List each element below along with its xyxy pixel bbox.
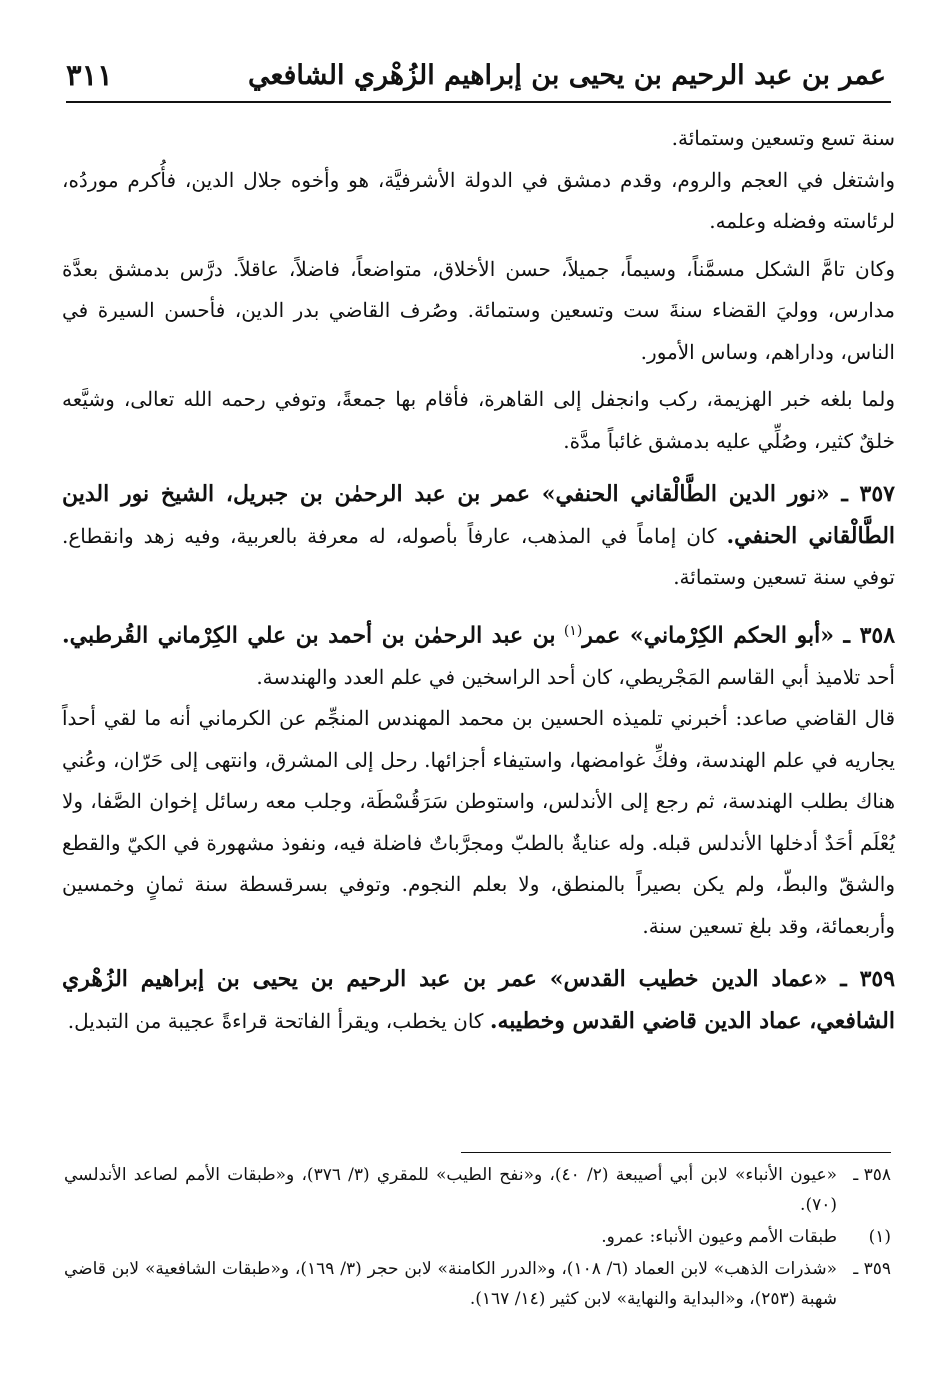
paragraph-continuation: سنة تسع وتسعين وستمائة. bbox=[671, 126, 895, 150]
entry-358-continuation: قال القاضي صاعد: أخبرني تلميذه الحسين بن محمد المهندس المنجِّم عن الكرماني أنه ما لقي أحداً يجاريه في علم الهندسة، وفكِّ غوامضها، واستيفاء أجزائها. رحل إلى المشرق، وانتهى إلى حَرّان، وعُني هناك بطلب الهندسة، ثم رجع إلى الأندلس، واستوطن سَرَقُسْطَة، وجلب معه رسائل إخوان الصَّفا، ولا يُعْلَم أحَدٌ أدخلها الأندلس قبله. وله عنايةٌ بالطبّ ومجرَّباتٌ فاضلة فيه، ونفوذ مشهورة في الكيّ والقطع والشقّ والبطّ، ولم يكن بصيراً بالمنطق، ولا بعلم النجوم. وتوفي بسرقسطة سنة ثمانٍ وخمسين وأربعمائة، وقد بلغ تسعين سنة. bbox=[62, 706, 896, 938]
entry-359-text: كان يخطب، ويقرأ الفاتحة قراءةً عجيبة من التبديل. bbox=[67, 1008, 484, 1033]
footnote-mark: ٣٥٨ ـ bbox=[853, 1165, 891, 1185]
footnotes bbox=[64, 1160, 891, 1314]
footnote-mark: (١) bbox=[868, 1227, 891, 1247]
page-number: ٣١١ bbox=[66, 58, 113, 92]
footnote-mark: ٣٥٩ ـ bbox=[853, 1259, 891, 1279]
footnote-text: «عيون الأنباء» لابن أبي أصيبعة (٢/ ٤٠)، و«نفح الطيب» للمقري (٣/ ٣٧٦)، و«طبقات الأمم لصاعد الأندلسي (٧٠). bbox=[64, 1165, 838, 1215]
entry-358-heading-b: بن عبد الرحمٰن بن أحمد بن علي الكِرْماني القُرطبي. bbox=[62, 622, 556, 649]
footnote-rule bbox=[461, 1152, 891, 1153]
footnote-ref-1: (١) bbox=[563, 622, 583, 639]
footnote-item bbox=[64, 1160, 891, 1220]
paragraph-description: وكان تامَّ الشكل مسمَّناً، وسيماً، جميلاً، حسن الأخلاق، متواضعاً، فاضلاً، عاقلاً. درَّس بدمشق بعدَّة مدارس، ووليَ القضاء سنةَ ست وتسعين وستمائة. وصُرف القاضي بدر الدين، فأحسن السيرة في الناس، وداراهم، وساس الأمور. bbox=[62, 256, 895, 364]
footnote-text: طبقات الأمم وعيون الأنباء: عمرو. bbox=[601, 1227, 837, 1247]
footnote-text: «شذرات الذهب» لابن العماد (٦/ ١٠٨)، و«الدرر الكامنة» لابن حجر (٣/ ١٦٩)، و«طبقات الشافعية» لابن قاضي شهبة (٢٥٣)، و«البداية والنهاية» لابن كثير (١٤/ ١٦٧). bbox=[64, 1259, 837, 1309]
entry-357-heading: ٣٥٧ ـ «نور الدين الطَّالْقاني الحنفي» عمر بن عبد الرحمٰن بن جبريل، الشيخ نور الدين الطَّالْقاني الحنفي. bbox=[62, 481, 896, 549]
main-text bbox=[62, 118, 895, 1042]
entry-359 bbox=[62, 959, 895, 1042]
entry-358-heading-a: ٣٥٨ ـ «أبو الحكم الكِرْماني» عمر bbox=[582, 622, 896, 649]
paragraph-death: ولما بلغه خبر الهزيمة، ركب وانجفل إلى القاهرة، فأقام بها جمعةً، وتوفي رحمه الله تعالى، وشيَّعه خلقٌ كثير، وصُلِّي عليه بدمشق غائباً مدَّة. bbox=[62, 387, 896, 453]
entry-357-text: كان إماماً في المذهب، عارفاً بأصوله، له معرفة بالعربية، وفيه زهد وانقطاع. توفي سنة تسعين وستمائة. bbox=[62, 523, 895, 589]
header-rule bbox=[66, 101, 891, 103]
running-header bbox=[66, 52, 886, 98]
running-title: عمر بن عبد الرحيم بن يحيى بن إبراهيم الزُهْري الشافعي bbox=[247, 59, 886, 91]
footnote-item bbox=[64, 1222, 891, 1252]
paragraph-career: واشتغل في العجم والروم، وقدم دمشق في الدولة الأشرفيَّة، هو وأخوه جلال الدين، فأُكرم موردُه، لرئاسته وفضله وعلمه. bbox=[62, 167, 895, 233]
entry-357 bbox=[62, 474, 895, 599]
entry-358-text: أحد تلاميذ أبي القاسم المَجْريطي، كان أحد الراسخين في علم العدد والهندسة. bbox=[256, 664, 895, 689]
entry-359-heading: ٣٥٩ ـ «عماد الدين خطيب القدس» عمر بن عبد الرحيم بن يحيى بن إبراهيم الزُهْري الشافعي، عماد الدين قاضي القدس وخطيبه. bbox=[62, 966, 896, 1034]
footnote-item bbox=[64, 1254, 891, 1314]
entry-358 bbox=[62, 611, 895, 699]
